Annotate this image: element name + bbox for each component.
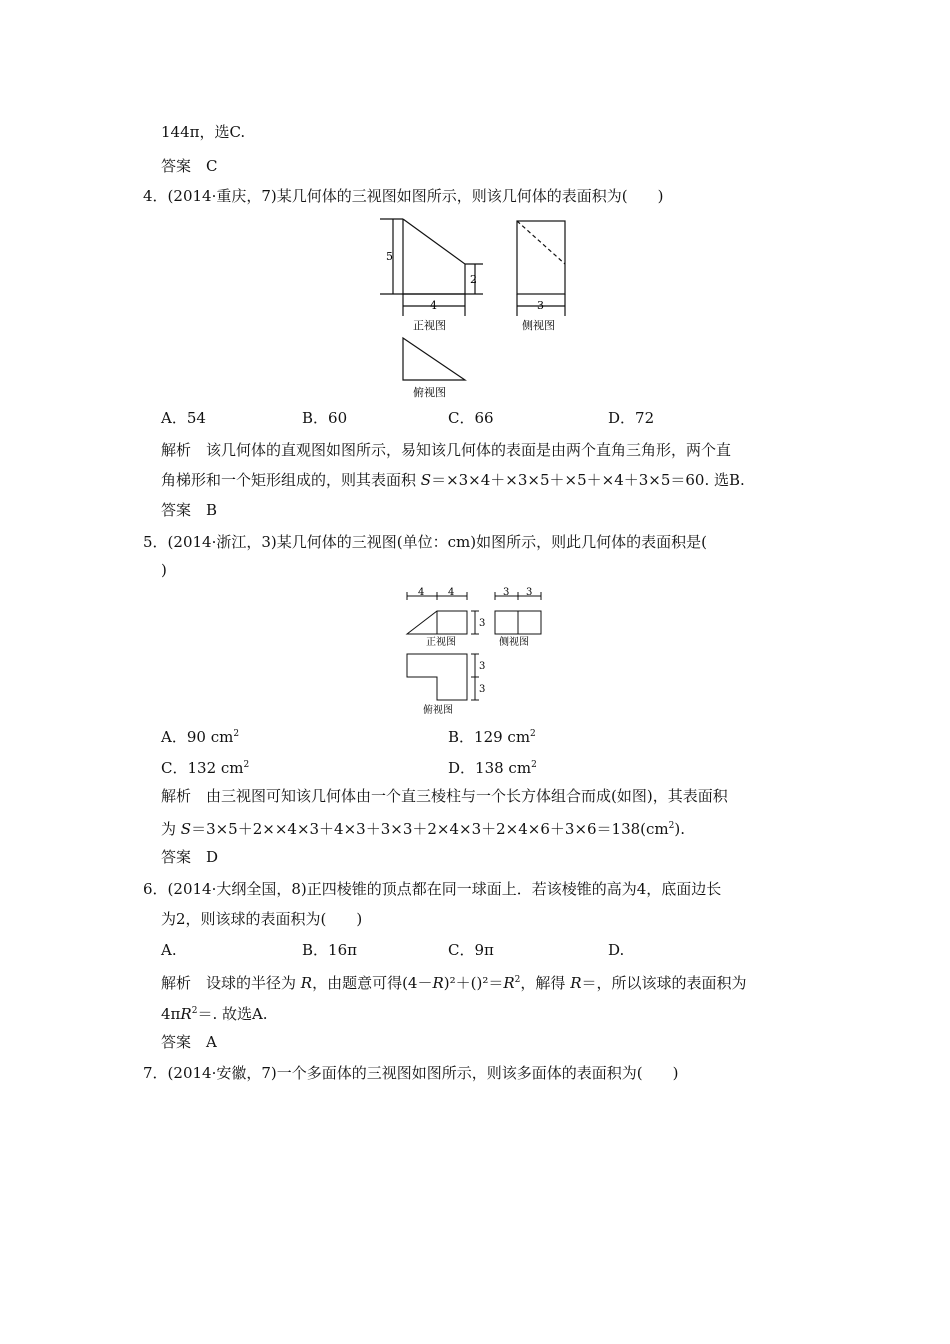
q5-three-view-figure xyxy=(400,586,550,718)
option-b: B．16π xyxy=(302,941,357,959)
dim-5: 5 xyxy=(386,250,393,263)
dim-4b: 4 xyxy=(448,587,455,598)
answer-line: 答案 A xyxy=(161,1033,217,1051)
option-d: D．138 $cm^2$ xyxy=(448,759,537,777)
solution-line: $4\pi R^2=$. 故选A. xyxy=(161,1005,268,1023)
dim-3a: 3 xyxy=(503,587,510,598)
option-c: C．9π xyxy=(448,941,494,959)
answer-line: 答案 C xyxy=(161,157,218,175)
dim-4: 4 xyxy=(430,299,437,312)
dim-3b: 3 xyxy=(526,587,533,598)
option-d: D．72 xyxy=(608,409,655,427)
dim-3e: 3 xyxy=(479,684,486,695)
dim-3c: 3 xyxy=(479,618,486,629)
option-a: A．90 $cm^2$ xyxy=(161,728,240,746)
solution-line: 为 $S=3\times 5+2\times\times 4\times 3+4\times 3+3\times 3+2\times 4\times 3+2\times 4\times 6+3\times 6=138(cm^2)$. xyxy=(161,820,686,838)
answer-line: 答案 B xyxy=(161,501,218,519)
question-7-stem: 7．(2014·安徽，7)一个多面体的三视图如图所示，则该多面体的表面积为( ) xyxy=(143,1064,679,1082)
solution-line: 解析 由三视图可知该几何体由一个直三棱柱与一个长方体组合而成(如图)，其表面积 xyxy=(161,787,728,805)
front-view-label: 正视图 xyxy=(426,637,456,648)
top-view-label: 俯视图 xyxy=(423,705,453,716)
option-b: B．60 xyxy=(302,409,348,427)
top-view-label: 俯视图 xyxy=(413,386,446,399)
side-view-label: 侧视图 xyxy=(499,637,529,648)
top-view-shape xyxy=(403,338,465,380)
front-view-label: 正视图 xyxy=(413,319,446,332)
option-a: A．54 xyxy=(161,409,206,427)
dim-2: 2 xyxy=(470,273,477,286)
question-6-stem: 6．(2014·大纲全国，8)正四棱锥的顶点都在同一球面上．若该棱锥的高为4，底面边长 xyxy=(143,880,722,898)
q4-three-view-figure xyxy=(375,208,585,400)
answer-line: 答案 D xyxy=(161,848,219,866)
question-6-stem-cont: 为2，则该球的表面积为( ) xyxy=(161,910,363,928)
question-4-stem: 4．(2014·重庆，7)某几何体的三视图如图所示，则该几何体的表面积为( ) xyxy=(143,187,664,205)
dim-3d: 3 xyxy=(479,661,486,672)
top-view-shape xyxy=(407,654,467,700)
dim-3: 3 xyxy=(537,299,544,312)
option-b: B．129 $cm^2$ xyxy=(448,728,536,746)
option-c: C．66 xyxy=(448,409,494,427)
text-line: 144π，选C. xyxy=(161,123,246,141)
option-c: C．132 $cm^2$ xyxy=(161,759,250,777)
side-view-label: 侧视图 xyxy=(522,319,555,332)
solution-line: 解析 设球的半径为 R，由题意可得$(4-R)^2+()^2=R^2$，解得 R＝，所以该球的表面积为 xyxy=(161,974,747,992)
dim-4a: 4 xyxy=(418,587,425,598)
side-view-shape xyxy=(517,221,565,294)
option-a: A. xyxy=(161,941,177,959)
solution-line: 解析 该几何体的直观图如图所示，易知该几何体的表面是由两个直角三角形，两个直 xyxy=(161,441,732,459)
question-5-stem: 5．(2014·浙江，3)某几何体的三视图(单位：cm)如图所示，则此几何体的表面积是( xyxy=(143,533,707,551)
option-d: D. xyxy=(608,941,625,959)
front-view-shape xyxy=(403,219,465,294)
question-5-stem-cont: ) xyxy=(161,561,167,579)
solution-line: 角梯形和一个矩形组成的，则其表面积 S＝×3×4＋×3×5＋×5＋×4＋3×5＝60. 选B. xyxy=(161,471,745,489)
